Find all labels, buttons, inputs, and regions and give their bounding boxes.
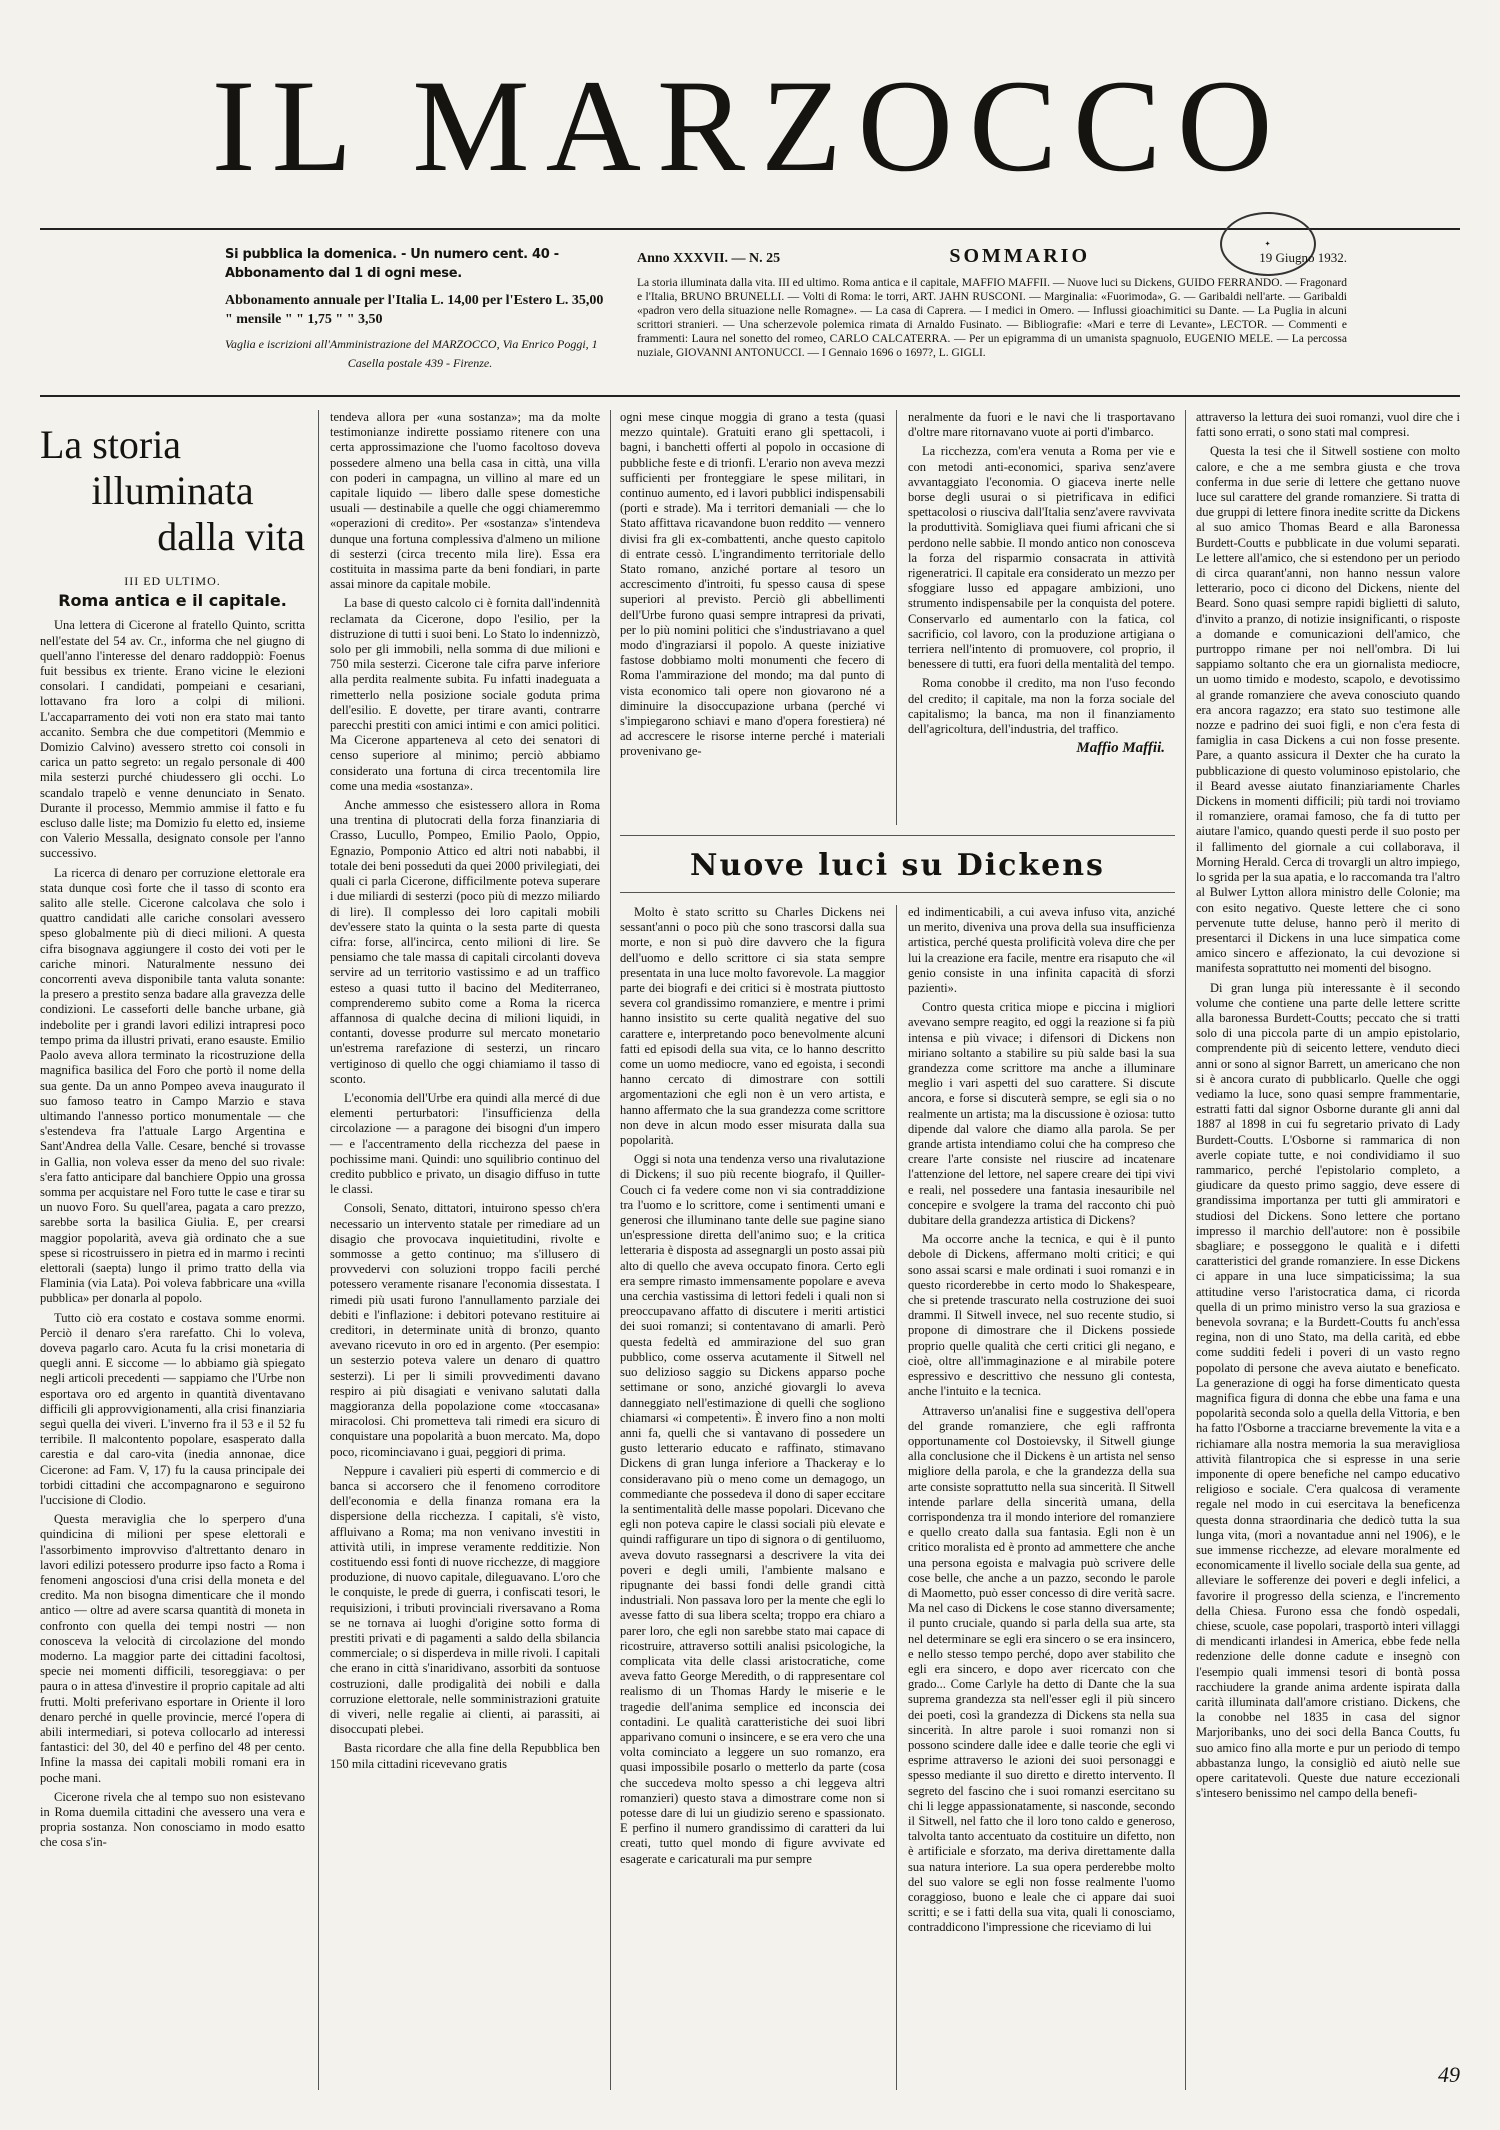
column-5 xyxy=(1196,410,1460,1805)
column-divider xyxy=(896,905,897,2090)
subscription-line-2: " mensile " " 1,75 " " 3,50 xyxy=(225,312,383,327)
paragraph: neralmente da fuori e le navi che li trasportavano d'oltre mare ritornavano vuote ai porti d'imbarco. xyxy=(908,410,1175,440)
paragraph: Roma conobbe il credito, ma non l'uso fecondo del credito; il capitale, ma non la forza sociale del capitalismo; la banca, ma non il finanziamento dell'agricoltura, dell'industria, del traffico. xyxy=(908,676,1175,737)
paragraph: Neppure i cavalieri più esperti di commercio e di banca si accorsero che il fenomeno corroditore dell'economia e della finanza romana era la dispersione della ricchezza. I capitali, s'è visto, affluivano a Roma; ma non venivano investiti in attività utili, in imprese veramente redditizie. Non costituendo essi fonti di nuove ricchezze, di maggiore produzione, di nuovo capitale, dileguavano. L'oro che le conquiste, le prede di guerra, i confiscati tesori, le requisizioni, i tributi provinciali riversavano a Roma se ne tornava ai luoghi d'origine sotto forma di prestiti privati e di pagamenti a saldo della sbilancia commerciale; o si disperdeva in mille rivoli. I capitali che erano in città s'inaridivano, assorbiti da sontuose costruzioni, dalle prodigalità dei nobili e dalla corruzione elettorale, nelle somministrazioni gratuite di viveri, nelle regalie ai clienti, ai parassiti, ai disoccupati plebei. xyxy=(330,1463,600,1737)
header-bottom-rule xyxy=(40,395,1460,397)
article-signature: Maffio Maffii. xyxy=(1076,740,1165,757)
paragraph: La ricerca di denaro per corruzione elettorale era stata dunque così forte che il tasso di sconto era salito alle stelle. Cicerone calcolava che solo i quattro candidati alle cariche consolari avessero speso globalmente più di dieci milioni. A questa cifra bisognava aggiungere il costo dei voti per le cariche minori. Naturalmente nessuno dei concorrenti aveva disponibile tanta valuta sonante: la presero a prestito senza badare alla gravezza delle condizioni. Le casseforti delle banche urbane, già indebolite per i grandi lavori edilizi intrapresi poco tempo prima da illustri privati, erano esauste. Emilio Paolo aveva allora terminato la ricostruzione della magnifica basilica del Foro che portò il nome della sua gente. Da un anno Pompeo aveva inaugurato il suo famoso teatro in Campo Marzio e stava ultimando l'annesso portico monumentale — che s'estendeva fra l'attuale Largo Argentina e Sant'Andrea della Valle. Cesare, benché si trovasse in Gallia, non voleva esser da meno del suo rivale: s'era fatto anticipare dal banchiere Oppio una grossa somma per acquistare nel Foro tutte le case e tirar su un nuovo Foro. Su quell'area, pagata a caro prezzo, sarebbe sorta la basilica Giulia. E, per crearsi maggior popolarità, aveva già ordinato che a sue spese si ricostruissero in pietra ed in marmo i recinti elettorali (saepta) lungo il primo tratto della via Flaminia (via Lata). Poi voleva fabbricare una «villa pubblica» per donarla al popolo. xyxy=(40,865,305,1306)
publish-line: Si pubblica la domenica. - Un numero cent. 40 - Abbonamento dal 1 di ogni mese. xyxy=(225,247,559,281)
article-title-line-3: dalla vita xyxy=(157,514,305,559)
issue-summary xyxy=(637,245,1347,360)
article-separator xyxy=(620,835,1175,836)
paragraph: Ma occorre anche la tecnica, e qui è il punto debole di Dickens, affermano molti critici; e qui sono assai scarsi e male ordinati i suoi romanzi e in questo ricorderebbe in certo modo lo Shakespeare, che si pretende trascurato nella costruzione dei suoi drammi. Il Sitwell invece, nel suo recente studio, si propone di dimostrare che il Dickens possiede proprio quelle qualità che certi critici gli negano, e cioè, oltre all'immaginazione e al mirabile potere espressivo e descrittivo che nessuno gli contesta, anche l'intuito e la tecnica. xyxy=(908,1232,1175,1399)
sommario-label: SOMMARIO xyxy=(949,245,1091,267)
paragraph: Consoli, Senato, dittatori, intuirono spesso ch'era necessario un intervento statale per rimediare ad un disagio che provocava inquietitudini, rivolte e sommosse a getto continuo; ma s'illusero di provvedervi con soluzioni troppo facili perché potessero veramente risanare l'economia dissestata. I rimedi più usati furono l'annullamento parziale dei debiti e l'inflazione: i debitori potevano restituire ai creditori, in determinate unità di bronzo, quanto avevano ricevuto in oro ed in argento. (Per esempio: un sesterzio poteva valere un denaro di quattro sesterzi). Li per li simili provvedimenti davano respiro ai più disagiati e venivano salutati dalla maggioranza della popolazione come «toccasana» miracolosi. Chi prometteva tali rimedi era sicuro di conquistare una popolarità a buon mercato. Ma, dopo poco, ricominciavano i guai, peggiori di prima. xyxy=(330,1201,600,1459)
paragraph: Attraverso un'analisi fine e suggestiva dell'opera del grande romanziere, che egli raffronta opportunamente col Dostoievsky, il Sitwell giunge alla conclusione che il Dickens è un artista nel senso migliore della parola, e che la grandezza della sua arte consiste soprattutto nella sua sincerità. Il Sitwell intende parlare della sincerità umana, della corrispondenza tra il mondo interiore del romanziere e quello creato dalla sua fantasia. Egli non è un critico moralista ed è pronto ad ammettere che anche una persona egoista e malvagia può scrivere delle cose belle, che anche a un pazzo, secondo le parole di Maometto, può esser concesso di dire verità sacre. Ma nel caso di Dickens le cose stanno diversamente; il punto cruciale, quando si parla della sua arte, sta nel determinare se egli era sincero o se era insincero, e nello stesso tempo perché, dopo aver stabilito che egli era sincero, e dopo aver ricercato con che grado... Come Carlyle ha detto di Dante che la sua suprema grandezza sta nell'esser egli il più sincero dei poeti, così la grandezza di Dickens sta nella sua sincerità. In altre parole i suoi romanzi non si possono scindere dalle idee e dalle teorie che egli vi esprime attraverso le azioni dei suoi personaggi e spesso mediante il suo diretto e diretto intervento. Il segreto del fascino che i suoi romanzi esercitano su chi li legge appassionatamente, si nasconde, secondo il Sitwell, nel fatto che il loro tono caldo e generoso, talvolta tanto accentuato da costituire un difetto, non è artificiale e sforzato, ma deriva direttamente dalla sua natura interiore. La sua opera perderebbe molto del suo valore se egli non fosse realmente l'uomo coraggioso, buono e leale che ci appare dai suoi scritti; e se i fatti della sua vita, quali li conosciamo, contraddicono l'impressione che riceviamo di lui xyxy=(908,1403,1175,1935)
paragraph: Una lettera di Cicerone al fratello Quinto, scritta nell'estate del 54 av. Cr., informa che nel giugno di quell'anno l'interesse del denaro raddoppiò: Foenus fuit bessibus ex triente. Erano vicine le elezioni consolari. I candidati, pompeiani e cesariani, lottavano fra loro a colpi di milioni. L'accaparramento dei voti non era stato mai tanto accanito. Sembra che due competitori (Memmio e Domizio Calvino) avessero stretto coi consoli in carica un patto segreto: un regalo personale di 400 mila sesterzi purché chiudessero gli occhi. Lo scandalo trapelò e venne denunciato in Senato. Durante il processo, Memmio ammise il fatto e fu escluso dalle liste; ma Domizio fu eletto ed, insieme con Valerio Messalla, designato console per l'anno successivo. xyxy=(40,618,305,861)
address-line: Vaglia e iscrizioni all'Amministrazione del MARZOCCO, Via Enrico Poggi, 1 xyxy=(225,337,598,351)
column-divider xyxy=(610,410,611,2090)
paragraph: La ricchezza, com'era venuta a Roma per vie e con metodi anti-economici, spariva senz'avere avvantaggiato l'economia. O giaceva inerte nelle borse degli usurai o si pietrificava in edifici spettacolosi o riusciva dall'Italia senz'avere ravvivata la produttività. Somigliava quei fiumi africani che si perdono nelle sabbie. Il mondo antico non conosceva la forza del risparmio consacrata in attività rigeneratrici. Il capitale era considerato un mezzo per sfoggiare lusso ed appagare ambizioni, uno strumento indispensabile per la conquista del potere. Conservarlo ed aumentarlo con la fatica, col sacrificio, col lavoro, con la produzione artigiana o terriera nell'intento di promuovere, col proprio, il benessere di tutti, era fuori della mentalità del tempo. xyxy=(908,444,1175,672)
paragraph: Questa meraviglia che lo sperpero d'una quindicina di milioni per spese elettorali e l'assorbimento improvviso d'altrettanto denaro in lavori edilizi potessero produrre ipso facto a Roma i fenomeni angosciosi d'una crisi della moneta e del credito. Ma non bisogna dimenticare che il mondo antico — oltre ad avere scarsa quantità di moneta in confronto con quella dei tempi nostri — non conosceva la velocità di circolazione del mondo moderno. La maggior parte dei cittadini facoltosi, specie nei momenti difficili, tesoreggiava: o per paura o in attesa d'investire il proprio capitale ad alti frutti. Molti preferivano esportare in Oriente il loro denaro perché in quelle provincie, mercé l'opera di abili intermediari, si poteva collocarlo ad interessi fantastici: del 30, del 40 e perfino del 48 per cento. Infine la massa dei capitali mobili romani era in poche mani. xyxy=(40,1512,305,1785)
column-2 xyxy=(330,410,600,1776)
dickens-title: Nuove luci su Dickens xyxy=(690,848,1105,883)
article-section-title: Roma antica e il capitale. xyxy=(58,591,287,611)
issue-number: Anno XXXVII. — N. 25 xyxy=(637,251,781,266)
article-part: III ED ULTIMO. xyxy=(124,574,221,588)
paragraph: Oggi si nota una tendenza verso una rivalutazione di Dickens; il suo più recente biografo, il Quiller-Couch ci fa vedere come non vi sia contraddizione tra l'uomo e lo scrittore, come i sentimenti umani e generosi che illuminano tante delle sue pagine siano un'espressione diretta dell'animo suo; e la critica letteraria è disposta ad assegnargli un posto assai più alto di quello che aveva occupato finora. Certo egli era sempre rimasto immensamente popolare e aveva una cerchia vastissima di lettori fedeli i quali non si preoccupavano affatto di discutere i meriti artistici dei suoi romanzi; si contentavano di amarli. Però questa fedeltà ed ammirazione del suo gran pubblico, come osserva acutamente il Sitwell nel suo delizioso saggio su Dickens apparso poche settimane or sono, anziché giovargli lo aveva danneggiato nell'estimazione di quelli che sogliono chiamarsi «i competenti». È invero fino a non molti anni fa, quelli che si vantavano di possedere un gusto letterario educato e raffinato, stimavano Dickens di gran lunga inferiore a Thackeray e lo consideravano più o meno come un demagogo, un commediante che possedeva il dono di saper eccitare la sentimentalità delle masse popolari. Dicevano che egli non poteva capire le classi sociali più elevate e quindi raffigurare un tipo di signora o di gentiluomo, aveva dovuto rassegnarsi a descrivere la vita dei poveri e degli umili, l'ambiente malsano e ripugnante dei bassi fondi delle grandi città industriali. Non passava loro per la mente che egli lo avesse fatto di sua libera scelta; troppo era chiaro a parer loro, che egli non sarebbe stato mai capace di ricostruire, attraverso sottili analisi psicologiche, la complicata vita delle classi aristocratiche, come aveva fatto George Meredith, o di rappresentare col realismo di un Thomas Hardy le miserie e le tragedie dell'anima semplice ed inconscia dei contadini. Le qualità caratteristiche dei suoi libri apparivano comuni o insincere, e se era vero che una volta cominciato a leggere un suo romanzo, era quasi impossibile posarlo o metterlo da parte (cosa che succedeva molto spesso a chi leggeva altri romanzieri) questo stava a dimostrare come non si potesse dare di lui un giudizio sereno e spassionato. E perfino il numero grandissimo di caratteri da lui creati, tutto quel mondo di figure avvivate ed esagerate e caricaturali ma pur sempre xyxy=(620,1152,885,1866)
column-divider xyxy=(318,410,319,2090)
column-3-top xyxy=(620,410,885,764)
column-4-top xyxy=(908,410,1175,764)
subscription-line-1: Abbonamento annuale per l'Italia L. 14,00 per l'Estero L. 35,00 xyxy=(225,293,604,308)
paragraph: La base di questo calcolo ci è fornita dall'indennità reclamata da Cicerone, dopo l'esilio, per la distruzione di tutti i suoi beni. Lo Stato lo indennizzò, solo per gli immobili, nella somma di due milioni e 750 mila sesterzi. Cicerone tale cifra parve inferiore alla perdita realmente subita. Fu infatti inadeguata a rimetterlo nella posizione sociale goduta prima dell'esilio. E dovette, per tirare avanti, contrarre parecchi prestiti con amici intimi e con amici politici. Ma Cicerone apparteneva al ceto dei senatori di censo superiore al minimo; perciò abbiamo considerato una fortuna di circa trecentomila lire come una media «sostanza». xyxy=(330,596,600,793)
paragraph: Tutto ciò era costato e costava somme enormi. Perciò il denaro s'era rarefatto. Chi lo voleva, doveva pagarlo caro. Acuta fu la crisi monetaria di quegli anni. E siccome — lo abbiamo già spiegato negli articoli precedenti — sappiamo che l'Urbe non esportava oro ed argento in quantità diventavano difficili gli approvvigionamenti, alla crisi finanziaria seguì quella dei viveri. L'inverno fra il 53 e il 52 fu terribile. Il malcontento popolare, esasperato dalla carestia e dal caro-vita (inedia annonae, dice Cicerone: ad Fam. V, 17) fu la causa principale dei torbidi cittadini che accompagnarono e seguirono l'uccisione di Clodio. xyxy=(40,1310,305,1507)
paragraph: attraverso la lettura dei suoi romanzi, vuol dire che i fatti sono errati, o sono stati mal compresi. xyxy=(1196,410,1460,440)
paragraph: Questa la tesi che il Sitwell sostiene con molto calore, e che a me sembra giusta e che trova conferma in due serie di lettere che gettano nuove luce sul carattere del grande romanziere. Si tratta di due gruppi di lettere finora inedite scritte da Dickens al suo amico Thomas Beard e alla Baronessa Burdett-Coutts e pubblicate in due volumi separati. Le lettere all'amico, che si estendono per un periodo di circa quarant'anni, non hanno nessun valore letterario, poco ci dicono del Dickens, niente del Beard. Sono quasi sempre rapidi biglietti di saluto, d'invito a pranzo, di notizie insignificanti, o risposte a domande e comunicazioni dell'amico, che purtroppo rimane per noi nell'ombra. Di lui sappiamo soltanto che era un giornalista mediocre, un uomo timido e modesto, scapolo, e devotissimo al grande romanziere che aveva conosciuto quando era ancora ragazzo; era stato suo testimone alle nozze e padrino dei suoi figli, e non c'era festa di famiglia in casa Dickens a cui non fosse presente. Pare, a quanto assicura il Dexter che ha curato la pubblicazione di questo voluminoso epistolario, che il Beard avesse aiutato finanziariamente Charles Dickens in momenti difficili; più tardi noi troviamo il romanziere, oramai famoso, che fa di tutto per aiutare l'amico, quando questi perde il suo posto per il fallimento del giornale a cui collaborava, il Morning Herald. Cerca di trovargli un altro impiego, lo sgrida per la sua apatia, e lo raccomanda tra l'altro al Bulwer Lytton allora ministro delle Colonie; ma con esito negativo. Queste lettere che ci sono pervenute tutte deluse, hanno però il merito di presentarci il Dickens in una luce simpatica come amico sincero e affezionato, la cui devozione si manifesta soprattutto nei momenti del bisogno. xyxy=(1196,444,1460,976)
stamp-mark: ✦ xyxy=(1264,240,1272,248)
paragraph: tendeva allora per «una sostanza»; ma da molte testimonianze indirette possiamo ritenere con una certa approssimazione che l'uomo facoltoso doveva possedere almeno una bella casa in città, una villa con poderi in campagna, un villino al mare ed un capitale liquido — libero dalle spese domestiche usuali — destinabile a quelle che oggi chiameremmo «operazioni di credito». Per «sostanza» s'intendeva dunque una fortuna complessiva d'almeno un milione di sesterzi (circa trecento mila lire). Essa era costituita in massima parte da beni fondiari, in parte assai minore da capitale mobile. xyxy=(330,410,600,592)
paragraph: L'economia dell'Urbe era quindi alla mercé di due elementi perturbatori: l'insufficienza della circolazione — a paragone dei bisogni d'un impero — e l'accentramento della ricchezza del paese in pochissime mani. Quindi: uno squilibrio continuo del credito pubblico e privato, un disagio diffuso in tutte le classi. xyxy=(330,1090,600,1197)
column-1 xyxy=(40,410,305,1855)
postal-line: Casella postale 439 - Firenze. xyxy=(347,356,493,370)
column-divider xyxy=(896,410,897,825)
article-title-line-1: La storia xyxy=(40,422,182,467)
column-3-bottom xyxy=(620,905,885,1871)
column-divider xyxy=(1185,410,1186,2090)
paragraph: Di gran lunga più interessante è il secondo volume che contiene una parte delle lettere scritte alla baronessa Burdett-Coutts; peccato che si tratti solo di una piccola parte di un ampio epistolario, comprendente più di seicento lettere, venduto dieci anni or sono al signor Barrett, un americano che non si è ancora curato di pubblicarlo. Quelle che oggi vediamo la luce, sono quasi sempre frammentarie, estratti fatti dal signor Osborne durante gli anni dal 1887 al 1898 in cui fu segretario privato di Lady Burdett-Coutts. L'Osborne si rammarica di non averle copiate tutte, e noi condividiamo il suo rammarico, perché l'epistolario completo, a giudicare da questo primo saggio, deve essere di grandissima importanza per tutti gli ammiratori e studiosi del Dickens. Sono lettere che portano impresso il marchio dell'autore: non è possibile sbagliare; e posseggono le qualità e i difetti caratteristici del grande romanziere. In esse Dickens ci appare in una luce simpaticissima; la sua attitudine verso l'aristocratica dama, ci ricorda quella di un primo ministro verso la sua graziosa e benevola sovrana; e la Burdett-Coutts fu anch'essa regina, non di uno Stato, ma della carità, ed ebbe come sudditi fedeli i poveri di un vasto regno popolato di persone che aveva aiutato e beneficato. La generazione di oggi ha forse dimenticato questa magnifica figura di donna che ebbe una fama e una popolarità seconda solo a quella della Vittoria, e ben ha fatto l'Osborne a tracciarne brevemente la vita e a richiamare alla nostra memoria la sua meravigliosa attività filantropica che si espresse in una serie imponente di opere benefiche nel campo educativo religioso e sociale. C'era qualcosa di veramente regale nel modo in cui esercitava la beneficenza questa donna straordinaria che dedicò tutta la sua lunga vita, (morì a novantadue anni nel 1906), e le sue immense ricchezze, ad elevare moralmente ed economicamente il livello sociale della sua gente, ad alleviare le sofferenze dei poveri e degli infelici, a favorire il progresso della scienza, e l'incremento della Chiesa. Furono essa che fondò ospedali, chiese, scuole, case popolari, trasportò interi villaggi di mendicanti irlandesi in America, ebbe fede nella redenzione delle donne cadute e insegnò con l'esempio quali immensi tesori di bontà possa racchiudere la grande anima ardente ispirata dalla carità illuminata dall'amore cristiano. Dickens, che la conobbe nel 1835 in casa del signor Marjoribanks, uno dei soci della Banca Coutts, fu suo amico fino alla morte e pur un periodo di tempo abbastanza lungo, la consigliò ed aiutò nelle sue opere caritatevoli. Queste due nature eccezionali s'intesero benissimo nel campo della benefi- xyxy=(1196,980,1460,1801)
issue-date: 19 Giugno 1932. xyxy=(1259,250,1347,265)
paragraph: Cicerone rivela che al tempo suo non esistevano in Roma duemila cittadini che avessero una vera e propria sostanza. Non conosciamo in modo esatto che cosa s'in- xyxy=(40,1789,305,1850)
column-4-bottom xyxy=(908,905,1175,1940)
paragraph: Basta ricordare che alla fine della Repubblica ben 150 mila cittadini ricevevano gratis xyxy=(330,1741,600,1771)
paragraph: ogni mese cinque moggia di grano a testa (quasi mezzo quintale). Gratuiti erano gli spettacoli, i bagni, i banchetti offerti al popolo in occasione di pubbliche feste e di trionfi. L'erario non aveva mezzi sufficienti per fronteggiare le spese militari, in continuo aumento, ed i lavori pubblici indispensabili (porti e strade). Ma i territori demaniali — che lo Stato affittava ricavandone buon reddito — vennero divisi fra gli ex-combattenti, anche questo capitolo di entrate cessò. L'ingrandimento territoriale dello Stato romano, anziché portare al tesoro un accrescimento d'introiti, fu spesso causa di spese superiori al previsto. Perciò gli abbellimenti dell'Urbe furono quasi sempre intrapresi da privati, per lo più nomini politici che s'industriavano a quel modo d'ingraziarsi il popolo. A queste iniziative fastose dobbiamo molti monumenti che fecero di Roma l'ammirazione del mondo; ma dal punto di vista economico tali opere non giovarono né a diminuire la disoccupazione urbana (perché vi s'impiegarono schiavi e mano d'opera forestiera) né ad accrescere le risorse interne perché i materiali provenivano ge- xyxy=(620,410,885,759)
paragraph: Contro questa critica miope e piccina i migliori avevano sempre reagito, ed oggi la reazione si fa più intensa e più vivace; i difensori di Dickens non miriano soltanto a stabilire su più salde basi la sua grandezza come scrittore ma anche a illuminare meglio i vari aspetti del suo carattere. Si discute ancora, e forse si discuterà sempre, se egli sia o no realmente un artista; ma la discussione è oziosa: tutto dipende dal valore che diamo alla parola. Se per grande artista intendiamo colui che ha compreso che creare l'arte consiste nel riuscire ad incatenare l'attenzione del lettore, nel sapere creare dei tipi vivi e reali, nel possedere una fantasia inesauribile nel concepire e svolgere la trama del racconto chi può dubitare della grandezza artistica di Dickens? xyxy=(908,1000,1175,1228)
paragraph: Anche ammesso che esistessero allora in Roma una trentina di plutocrati della forza finanziaria di Crasso, Lucullo, Pompeo, Emilio Paolo, Oppio, Egnazio, Pomponio Attico ed altri noti nababbi, il totale dei beni posseduti da quei 2000 privilegiati, dei quali ci parla Cicerone, difficilmente poteva superare i due miliardi di sesterzi (poco più di mezzo miliardo di lire). Il complesso dei loro capitali mobili dev'essere stato la quinta o la sesta parte di questa cifra: forse, all'incirca, cento milioni di lire. Se pensiamo che tale massa di capitali circolanti doveva servire ad un territorio vastissimo e ad un traffico esteso a quasi tutto il bacino del Mediterraneo, comprenderemo subito come a Roma la ricerca affannosa di qualche decina di milioni liquidi, in contanti, dovesse produrre sul mercato monetario un'estrema rarefazione di sesterzi, un rincaro vertiginoso di quello che oggi chiamiamo il tasso di sconto. xyxy=(330,798,600,1086)
paragraph: Molto è stato scritto su Charles Dickens nei sessant'anni o poco più che sono trascorsi dalla sua morte, e non si può dire davvero che la figura dell'uomo e dello scrittore ci sia stata sempre presentata in una luce molto favorevole. La maggior parte dei biografi e dei critici si è mostrata piuttosto severa col grandissimo romanziere, e mentre i primi hanno insistito su certe qualità negative del suo carattere e, interpretando poco benevolmente alcuni fatti ed episodi della sua vita, ce lo hanno descritto come un uomo mediocre, vano ed egoista, i secondi hanno cercato di dimostrare con sottili argomentazioni che egli non è un vero artista, e hanno affermato che la sua grandezza come scrittore non deve in alcun modo esser misurata dalla sua popolarità. xyxy=(620,905,885,1148)
issue-line xyxy=(637,245,1347,268)
summary-text: La storia illuminata dalla vita. III ed ultimo. Roma antica e il capitale, MAFFIO MAFFII. — Nuove luci su Dickens, GUIDO FERRANDO. — Fragonard e l'Italia, BRUNO BRUNELLI. — Volti di Roma: le torri, ART. JAHN RUSCONI. — Marginalia: «Fuorimoda», G. — Garibaldi nell'arte. — Garibaldi «padron vero della situazione nelle Romagne». — La casa di Caprera. — I medici in Omero. — Influssi gioachimitici su Dante. — La Puglia in alcuni scrittori stranieri. — Una scherzevole polemica rimata di Arnaldo Fusinato. — Bibliografie: «Mari e terre di Levante», LECTOR. — Commenti e frammenti: Laura nel sonetto del romeo, CARLO CALCATERRA. — Per un epigramma di un umanista spagnuolo, EUGENIO MELE. — La percossa nuziale, GIOVANNI ANTONUCCI. — I Gennaio 1696 o 1697?, L. GIGLI. xyxy=(637,277,1347,359)
page-number: 49 xyxy=(1438,2062,1460,2087)
article-title xyxy=(40,422,305,560)
masthead-title: IL MARZOCCO xyxy=(211,52,1289,199)
subscription-info xyxy=(225,245,615,373)
title-separator xyxy=(620,892,1175,893)
article-title-line-2: illuminata xyxy=(91,468,254,513)
paragraph: ed indimenticabili, a cui aveva infuso vita, anziché un merito, diveniva una prova della sua insufficienza artistica, perché questa prolificità voleva dire che per lui la creazione era facile, mentre era risaputo che «il genio consiste in una infinita capacità di sforzi pazienti». xyxy=(908,905,1175,996)
